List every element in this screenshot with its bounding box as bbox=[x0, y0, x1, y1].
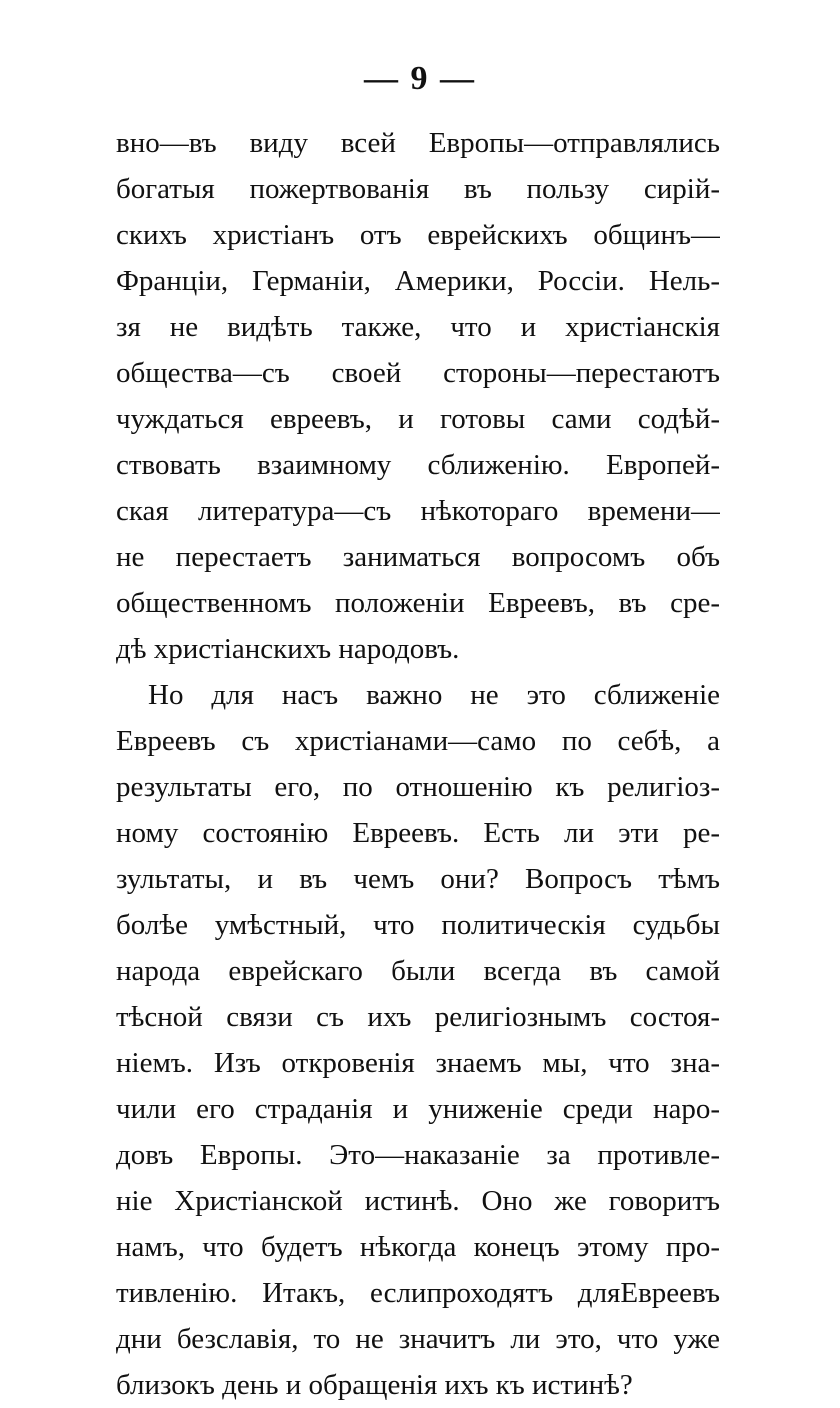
text-line: общества—съ своей стороны—перестаютъ bbox=[116, 357, 720, 389]
text-line: чили его страданія и униженіе среди наро- bbox=[116, 1093, 720, 1125]
text-line: скихъ христіанъ отъ еврейскихъ общинъ— bbox=[116, 219, 720, 251]
text-line: болѣе умѣстный, что политическія судьбы bbox=[116, 909, 720, 941]
text-line: намъ, что будетъ нѣкогда конецъ этому про- bbox=[116, 1231, 720, 1263]
text-line: общественномъ положеніи Евреевъ, въ сре- bbox=[116, 587, 720, 619]
text-line: богатыя пожертвованія въ пользу сирій- bbox=[116, 173, 720, 205]
text-line: Франціи, Германіи, Америки, Россіи. Нель- bbox=[116, 265, 720, 297]
text-line: Евреевъ съ христіанами—само по себѣ, а bbox=[116, 725, 720, 757]
text-line: вно—въ виду всей Европы—отправлялись bbox=[116, 127, 720, 159]
text-line: ному состоянію Евреевъ. Есть ли эти ре- bbox=[116, 817, 720, 849]
page-number: — 9 — bbox=[364, 60, 476, 97]
body-text bbox=[116, 120, 720, 1408]
text-line: ніе Христіанской истинѣ. Оно же говоритъ bbox=[116, 1185, 720, 1217]
paragraph-end-line: близокъ день и обращенія ихъ къ истинѣ? bbox=[116, 1369, 633, 1401]
text-line: ствовать взаимному сближенію. Европей- bbox=[116, 449, 720, 481]
text-line: народа еврейскаго были всегда въ самой bbox=[116, 955, 720, 987]
paragraph-end-line: дѣ христіанскихъ народовъ. bbox=[116, 633, 460, 665]
text-line: не перестаетъ заниматься вопросомъ объ bbox=[116, 541, 720, 573]
text-line: зультаты, и въ чемъ они? Вопросъ тѣмъ bbox=[116, 863, 720, 895]
text-line: тѣсной связи съ ихъ религіознымъ состоя- bbox=[116, 1001, 720, 1033]
text-line: зя не видѣть также, что и христіанскія bbox=[116, 311, 720, 343]
text-line: ніемъ. Изъ откровенія знаемъ мы, что зна- bbox=[116, 1047, 720, 1079]
text-line: ская литература—съ нѣкотораго времени— bbox=[116, 495, 720, 527]
paragraph-start-line: Но для насъ важно не это сближеніе bbox=[148, 679, 720, 711]
text-line: довъ Европы. Это—наказаніе за противле- bbox=[116, 1139, 720, 1171]
text-line: дни безславія, то не значитъ ли это, что уже bbox=[116, 1323, 720, 1355]
text-line: результаты его, по отношенію къ религіоз- bbox=[116, 771, 720, 803]
text-line: чуждаться евреевъ, и готовы сами содѣй- bbox=[116, 403, 720, 435]
text-line: тивленію. Итакъ, еслипроходятъ дляЕвреевъ bbox=[116, 1277, 720, 1309]
